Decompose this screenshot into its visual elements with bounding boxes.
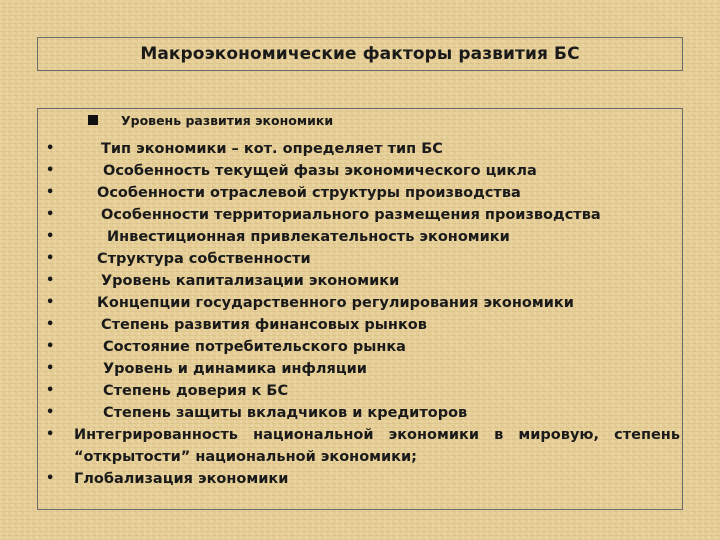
slide-title: Макроэкономические факторы развития БС <box>140 44 580 64</box>
list-item: Степень доверия к БС <box>103 383 289 399</box>
bullet-icon: • <box>46 185 55 200</box>
bullet-icon: • <box>46 207 55 222</box>
bullet-icon: • <box>46 229 55 244</box>
square-bullet-icon <box>88 115 98 125</box>
bullet-icon: • <box>46 383 55 398</box>
bullet-icon: • <box>46 317 55 332</box>
list-item: Особенности отраслевой структуры производства <box>97 185 521 201</box>
bullet-icon: • <box>46 163 55 178</box>
list-item: Состояние потребительского рынка <box>103 339 406 355</box>
list-item: Тип экономики – кот. определяет тип БС <box>101 141 443 157</box>
list-item: Интегрированность национальной экономики в мировую, степень “открытости” национальной экономики; <box>74 427 680 465</box>
bullet-icon: • <box>46 273 55 288</box>
list-item: Структура собственности <box>97 251 311 267</box>
list-item: Инвестиционная привлекательность экономики <box>107 229 510 245</box>
bullet-icon: • <box>46 361 55 376</box>
section-header-text: Уровень развития экономики <box>121 112 334 128</box>
bullet-icon: • <box>46 405 55 420</box>
list-item: Особенности территориального размещения производства <box>101 207 601 223</box>
bullet-icon: • <box>46 471 55 486</box>
bullet-icon: • <box>46 251 55 266</box>
bullet-icon: • <box>46 339 55 354</box>
bullet-icon: • <box>46 295 55 310</box>
list-item: Концепции государственного регулирования экономики <box>97 295 574 311</box>
title-box <box>37 37 683 71</box>
section-header <box>88 110 333 130</box>
bullet-icon: • <box>46 427 55 442</box>
list-item: Глобализация экономики <box>74 471 289 487</box>
bullet-icon: • <box>46 141 55 156</box>
list-item: Особенность текущей фазы экономического цикла <box>103 163 537 179</box>
list-item: Уровень и динамика инфляции <box>103 361 367 377</box>
list-item: Степень развития финансовых рынков <box>101 317 427 333</box>
list-item: Степень защиты вкладчиков и кредиторов <box>103 405 468 421</box>
list-item: Уровень капитализации экономики <box>101 273 400 289</box>
